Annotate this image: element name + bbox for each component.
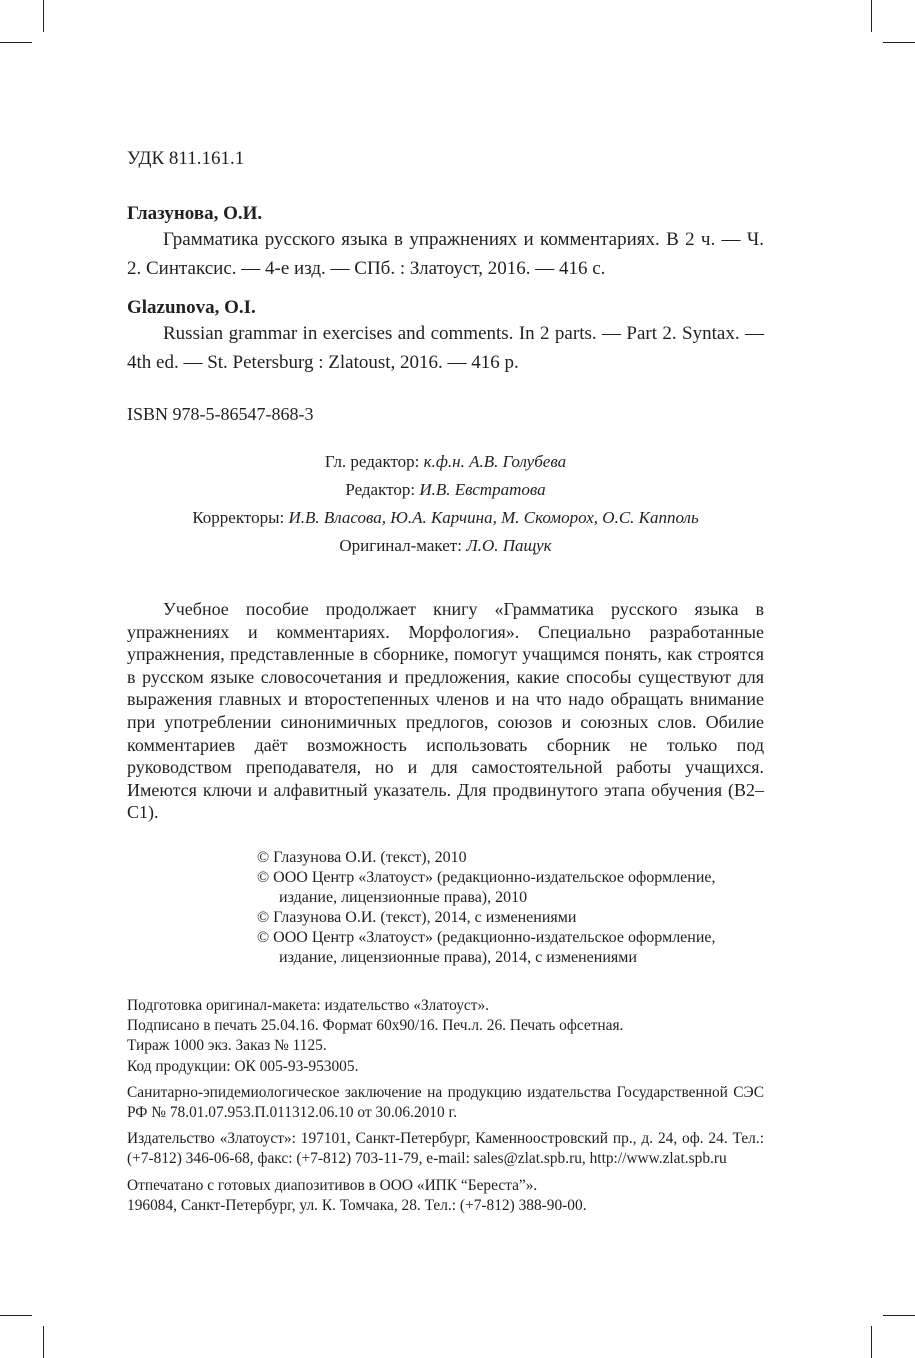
credit-role: Оригинал-макет:: [339, 536, 462, 555]
signed-line: Подписано в печать 25.04.16. Формат 60х90/16. Печ.л. 26. Печать офсетная.: [127, 1017, 624, 1035]
en-description: Russian grammar in exercises and comments. In 2 parts. — Part 2. Syntax. — 4th ed. — St. Petersburg : Zlatoust, 2016. — 416 p.: [127, 323, 764, 373]
printer-info: [127, 1176, 764, 1216]
copyright-line: © ООО Центр «Златоуст» (редакционно-издательское оформление, издание, лицензионные права), 2010: [257, 869, 716, 906]
printer-address-line: 196084, Санкт-Петербург, ул. К. Томчака, 28. Тел.: (+7-812) 388-90-00.: [127, 1196, 587, 1214]
credits: [127, 448, 764, 560]
credit-editor: [127, 476, 764, 504]
copyright-line: © Глазунова О.И. (текст), 2014, с изменениями: [257, 909, 577, 926]
credit-layout: [127, 532, 764, 560]
credit-proofreaders: [127, 504, 764, 532]
credit-name: к.ф.н. А.В. Голубева: [423, 452, 567, 471]
crop-mark-top-right-v: [871, 0, 872, 32]
crop-mark-top-right-h: [883, 42, 915, 43]
credit-name: И.В. Евстратова: [419, 480, 546, 499]
en-author: Glazunova, O.I.: [127, 297, 256, 318]
crop-mark-bottom-right-v: [871, 1326, 872, 1358]
credit-name: И.В. Власова, Ю.А. Карчина, М. Скоморох, О.С. Капполь: [288, 508, 699, 527]
sanitary-text: Санитарно-эпидемиологическое заключение на продукцию издательства Государственной СЭС РФ № 78.01.07.953.П.011312.06.10 от 30.06.2010 г.: [127, 1083, 764, 1122]
credit-role: Гл. редактор:: [324, 452, 420, 471]
crop-mark-bottom-right-h: [883, 1315, 915, 1316]
product-code-line: Код продукции: ОК 005-93-953005.: [127, 1057, 359, 1075]
layout-line: Подготовка оригинал-макета: издательство «Златоуст».: [127, 997, 490, 1014]
publisher-contacts: [127, 1129, 764, 1169]
crop-mark-top-left-v: [43, 0, 44, 32]
crop-mark-bottom-left-h: [0, 1315, 32, 1316]
abstract: Учебное пособие продолжает книгу «Грамматика русского языка в упражнениях и комментариях. Морфология». Специально разработанные упражнения, представленные в сборнике, помогут учащимся понять, как строятся в русском языке словосочетания и предложения, какие способы существуют для выражения главных и второстепенных членов и на что надо обращать внимание при употреблении синонимичных предлогов, союзов и союзных слов. Обилие комментариев даёт возможность использовать сборник не только под руководством преподавателя, но и для самостоятельной работы учащихся. Имеются ключи и алфавитный указатель. Для продвинутого этапа обучения (В2–С1).: [127, 599, 764, 823]
en-bibliographic-record: [127, 297, 764, 377]
udk-code: УДК 811.161.1: [127, 148, 245, 169]
credit-role: Корректоры:: [192, 508, 285, 527]
copyright-block: [257, 848, 767, 968]
run-line: Тираж 1000 экз. Заказ № 1125.: [127, 1037, 327, 1055]
copyright-line: © Глазунова О.И. (текст), 2010: [257, 849, 467, 866]
copyright-line: © ООО Центр «Златоуст» (редакционно-издательское оформление, издание, лицензионные права), 2014, с изменениями: [257, 929, 716, 966]
isbn: ISBN 978-5-86547-868-3: [127, 404, 314, 424]
credit-name: Л.О. Пащук: [466, 536, 552, 555]
ru-bibliographic-record: [127, 203, 764, 283]
crop-mark-top-left-h: [0, 42, 32, 43]
production-details: [127, 996, 764, 1077]
credit-role: Редактор:: [345, 480, 416, 499]
publication-info: [127, 996, 764, 1216]
ru-author: Глазунова, О.И.: [127, 203, 263, 224]
sanitary-conclusion: [127, 1083, 764, 1123]
printer-line: Отпечатано с готовых диапозитивов в ООО «ИПК “Береста”».: [127, 1176, 538, 1194]
credit-chief-editor: [127, 448, 764, 476]
publisher-text: Издательство «Златоуст»: 197101, Санкт-Петербург, Каменноостровский пр., д. 24, оф. 24. Тел.: (+7-812) 346-06-68, факс: (+7-812) 703-11-79, e-mail: sales@zlat.spb.ru, http://www.zlat.spb.ru: [127, 1130, 764, 1168]
ru-description: Грамматика русского языка в упражнениях и комментариях. В 2 ч. — Ч. 2. Синтаксис. — 4-е изд. — СПб. : Златоуст, 2016. — 416 с.: [127, 229, 764, 279]
crop-mark-bottom-left-v: [43, 1326, 44, 1358]
